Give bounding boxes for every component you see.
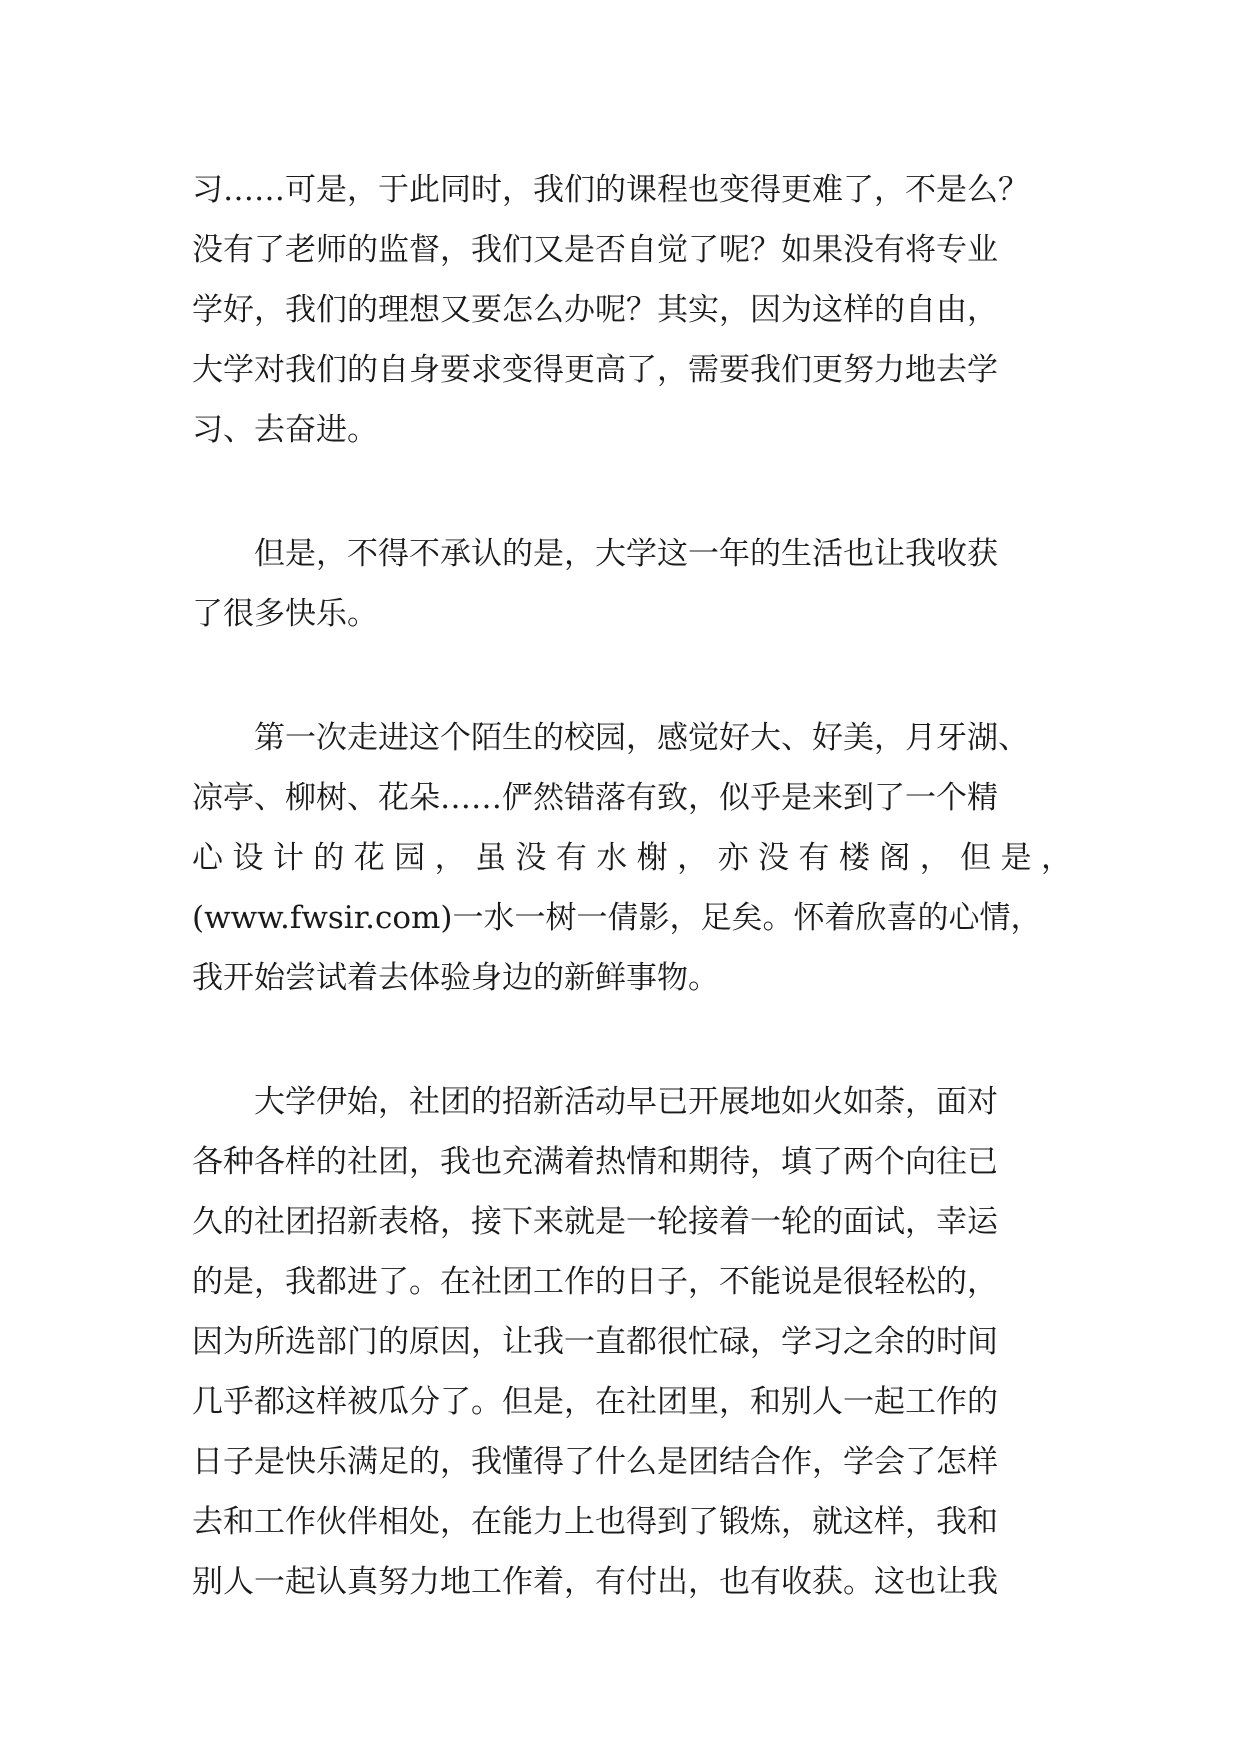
text-line: 学好，我们的理想又要怎么办呢？其实，因为这样的自由， (192, 292, 998, 328)
paragraph-4 (192, 1072, 1072, 1612)
text-line: 别人一起认真努力地工作着，有付出，也有收获。这也让我 (192, 1564, 998, 1600)
text-line: 日子是快乐满足的，我懂得了什么是团结合作，学会了怎样 (192, 1444, 998, 1480)
text-line: 没有了老师的监督，我们又是否自觉了呢？如果没有将专业 (192, 232, 998, 268)
paragraph-spacer (192, 644, 1072, 708)
text-line: 大学对我们的自身要求变得更高了，需要我们更努力地去学 (192, 352, 998, 388)
text-line: (www.fwsir.com)一水一树一倩影，足矣。怀着欣喜的心情， (192, 900, 1042, 936)
text-line: 的是，我都进了。在社团工作的日子，不能说是很轻松的， (192, 1264, 998, 1300)
paragraph-spacer (192, 1008, 1072, 1072)
text-line: 我开始尝试着去体验身边的新鲜事物。 (192, 960, 719, 996)
text-line: 习、去奋进。 (192, 412, 378, 448)
text-line: 习……可是，于此同时，我们的课程也变得更难了，不是么？ (192, 172, 1029, 208)
text-line: 第一次走进这个陌生的校园，感觉好大、好美，月牙湖、 (192, 720, 1029, 756)
text-line: 久的社团招新表格，接下来就是一轮接着一轮的面试，幸运 (192, 1204, 998, 1240)
paragraph-1 (192, 160, 1072, 460)
document-body (192, 160, 1072, 1612)
text-line: 因为所选部门的原因，让我一直都很忙碌，学习之余的时间 (192, 1324, 998, 1360)
paragraph-2 (192, 524, 1072, 644)
text-line: 各种各样的社团，我也充满着热情和期待，填了两个向往已 (192, 1144, 998, 1180)
text-line: 了很多快乐。 (192, 596, 378, 632)
text-line: 去和工作伙伴相处，在能力上也得到了锻炼，就这样，我和 (192, 1504, 998, 1540)
text-line: 几乎都这样被瓜分了。但是，在社团里，和别人一起工作的 (192, 1384, 998, 1420)
text-line: 凉亭、柳树、花朵……俨然错落有致，似乎是来到了一个精 (192, 780, 998, 816)
paragraph-spacer (192, 460, 1072, 524)
text-line: 但是，不得不承认的是，大学这一年的生活也让我收获 (192, 536, 998, 572)
text-line: 心设计的花园，虽没有水榭，亦没有楼阁，但是， (192, 840, 1072, 876)
text-line: 大学伊始，社团的招新活动早已开展地如火如荼，面对 (192, 1084, 998, 1120)
paragraph-3 (192, 708, 1072, 1008)
